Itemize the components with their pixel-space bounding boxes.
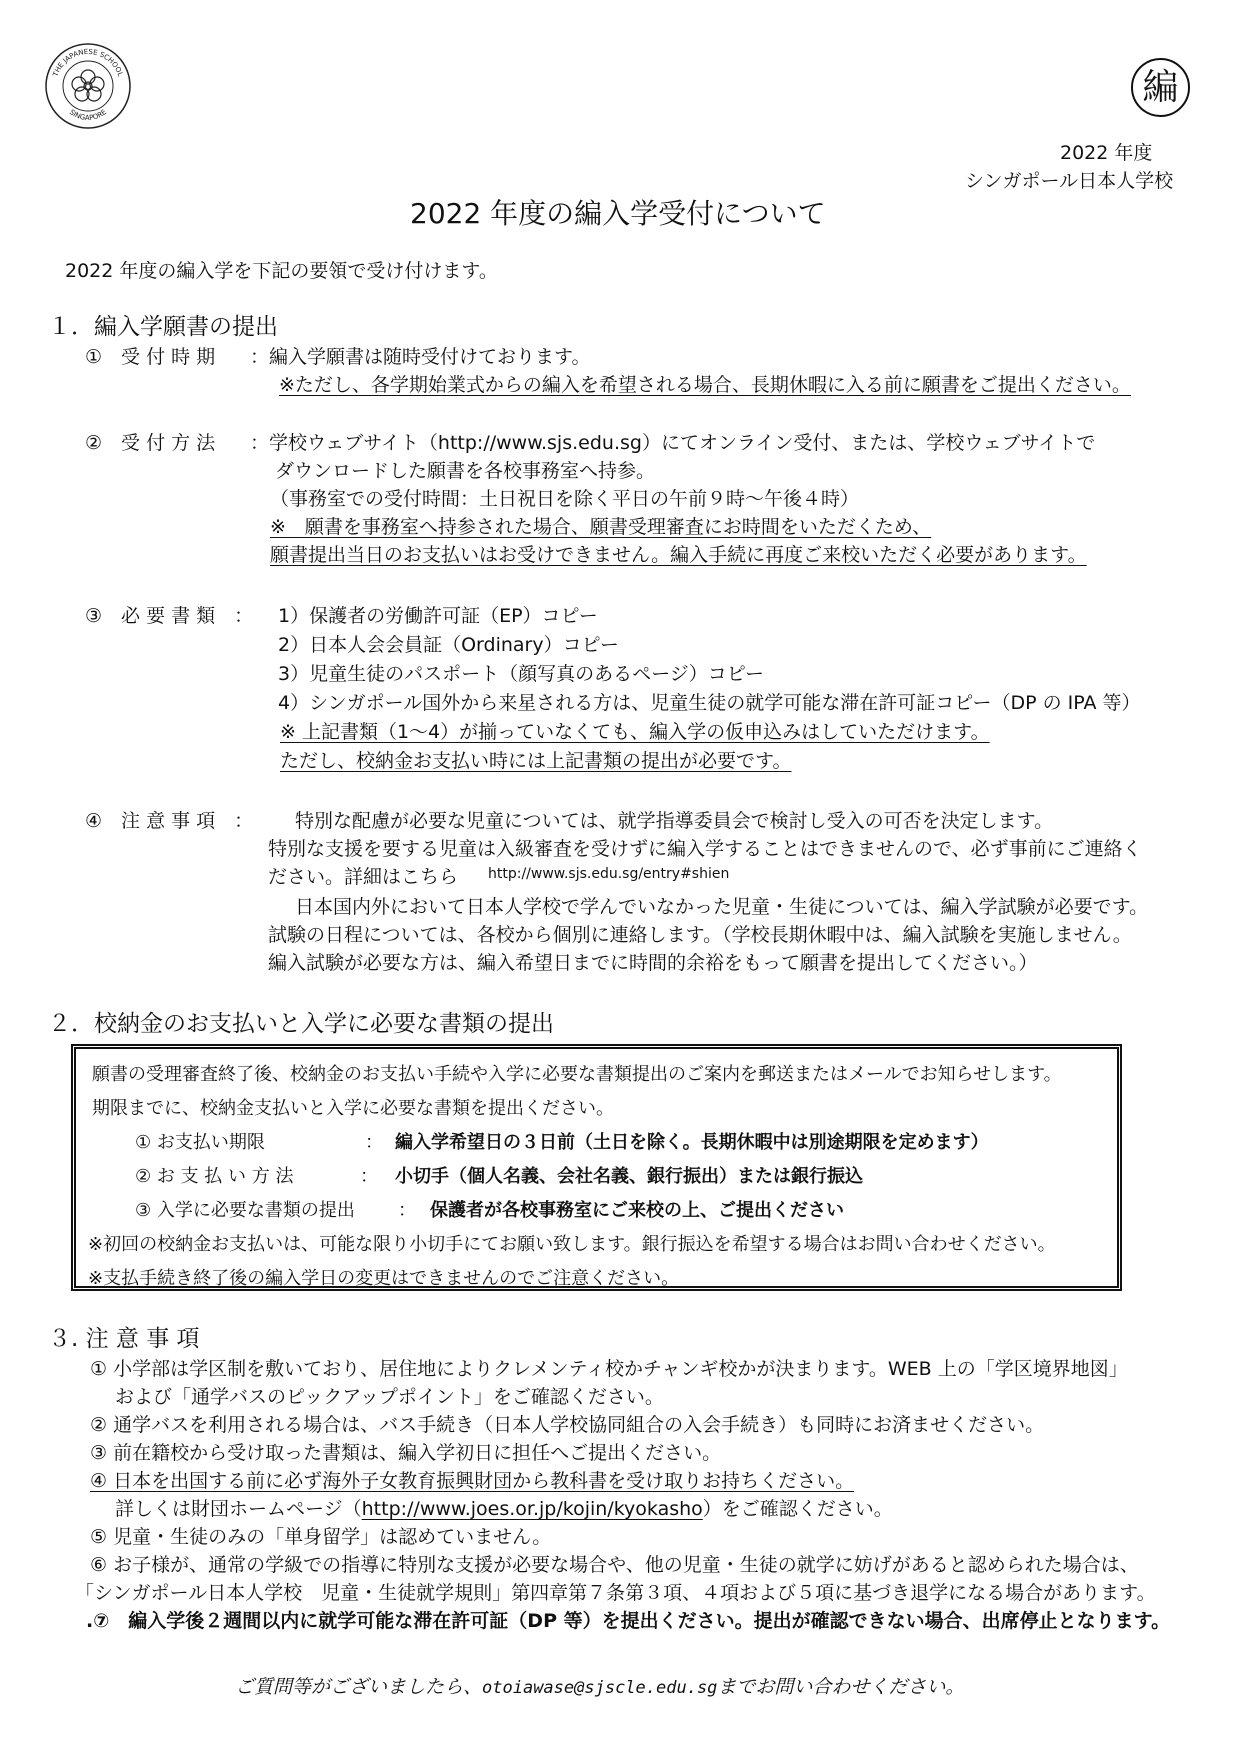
s1-item4-line5: 試験の日程については、各校から個別に連絡します。（学校長期休暇中は、編入試験を実施しません。 (268, 924, 1132, 946)
s2-row3-label: ③ 入学に必要な書類の提出 (135, 1200, 355, 1221)
s2-row2-colon: ： (360, 1166, 378, 1187)
header-school: シンガポール日本人学校 (965, 170, 1174, 192)
s3-point3: ③ 前在籍校から受け取った書類は、編入学初日に担任へご提出ください。 (90, 1442, 722, 1464)
s1-doc2: 2）日本人会会員証（Ordinary）コピー (278, 634, 619, 656)
s2-row3-value: 保護者が各校事務室にご来校の上、ご提出ください (430, 1200, 844, 1221)
s1-doc1: 1）保護者の労働許可証（EP）コピー (278, 605, 598, 627)
s1-doc4: 4）シンガポール国外から来星される方は、児童生徒の就学可能な滞在許可証コピー（DP の IPA 等） (278, 692, 1141, 714)
seal-stamp: 編 (1131, 58, 1190, 117)
s2-row1-colon: ： (365, 1132, 383, 1153)
s2-row2-value: 小切手（個人名義、会社名義、銀行振出）または銀行振込 (395, 1166, 863, 1187)
s1-item4-line3: ださい。詳細はこちら (268, 866, 459, 888)
flower-emblem-icon (72, 70, 104, 101)
s1-item3-note2: ただし、校納金お支払い時には上記書類の提出が必要です。 (280, 750, 792, 772)
s2-line2: 期限までに、校納金支払いと入学に必要な書類を提出ください。 (92, 1098, 614, 1119)
s3-point7: .⑦ 編入学後２週間以内に就学可能な滞在許可証（DP 等）を提出ください。提出が確認できない場合、出席停止となります。 (86, 1610, 1171, 1632)
s1-doc3: 3）児童生徒のパスポート（顔写真のあるページ）コピー (278, 663, 764, 685)
s1-item2-line2: ダウンロードした願書を各校事務室へ持参。 (275, 460, 656, 482)
s1-item2-note1: ※ 願書を事務室へ持参された場合、願書受理審査にお時間をいただくため、 (270, 516, 932, 538)
s2-row2-label: ② お 支 払 い 方 法 (135, 1166, 294, 1187)
s2-row3-colon: ： (398, 1200, 416, 1221)
s3-point5: ⑤ 児童・生徒のみの「単身留学」は認めていません。 (90, 1526, 552, 1548)
section3-heading: ３. 注 意 事 項 (48, 1326, 200, 1352)
s1-item3-note1: ※ 上記書類（1～4）が揃っていなくても、編入学の仮申込みはしていただけます。 (280, 721, 990, 743)
s1-item2-label: ② 受 付 方 法 (85, 432, 216, 454)
s3-point1a: ① 小学部は学区制を敷いており、居住地によりクレメンティ校かチャンギ校かが決まります。WEB 上の「学区境界地図」 (90, 1358, 1128, 1380)
s1-item4-line1: 特別な配慮が必要な児童については、就学指導委員会で検討し受入の可否を決定します。 (295, 810, 1054, 832)
s1-item1-label: ① 受 付 時 期 (85, 346, 216, 368)
contact-email-link[interactable]: otoiawase@sjscle.edu.sg (482, 1678, 718, 1698)
header-year: 2022 年度 (1060, 142, 1153, 164)
logo-bottom-text: SINGAPORE (67, 108, 109, 123)
s2-line1: 願書の受理審査終了後、校納金のお支払い手続や入学に必要な書類提出のご案内を郵送またはメールでお知らせします。 (92, 1064, 1062, 1085)
s3-point2: ② 通学バスを利用される場合は、バス手続き（日本人学校協同組合の入会手続き）も同時にお済ませください。 (90, 1414, 1045, 1436)
s2-note2: ※支払手続き終了後の編入学日の変更はできませんのでご注意ください。 (88, 1268, 680, 1289)
s3-point6b: 「シンガポール日本人学校 児童・生徒就学規則」第四章第７条第３項、４項および５項に基づき退学になる場合があります。 (75, 1582, 1156, 1604)
s1-item2-line3: （事務室での受付時間：土日祝日を除く平日の午前９時～午後４時） (270, 488, 860, 510)
s1-item4-line6: 編入試験が必要な方は、編入希望日までに時間的余裕をもって願書を提出してください。） (268, 952, 1038, 974)
s2-row1-value: 編入学希望日の３日前（土日を除く。長期休暇中は別途期限を定めます） (395, 1132, 989, 1153)
section1-heading: １．編入学願書の提出 (48, 314, 278, 340)
s2-row1-label: ① お支払い期限 (135, 1132, 265, 1153)
page-title: 2022 年度の編入学受付について (410, 197, 826, 230)
s1-item3-label: ③ 必 要 書 類 ： (85, 605, 254, 627)
s2-note1: ※初回の校納金お支払いは、可能な限り小切手にてお願い致します。銀行振込を希望する場合はお問い合わせください。 (88, 1234, 1056, 1255)
s1-item4-label: ④ 注 意 事 項 ： (85, 810, 254, 832)
footer-contact: ご質問等がございましたら、otoiawase@sjscle.edu.sgまでお問い合わせください。 (235, 1676, 965, 1698)
s1-item1-note: ※ただし、各学期始業式からの編入を希望される場合、長期休暇に入る前に願書をご提出ください。 (279, 374, 1131, 396)
s1-item1-text: ：編入学願書は随時受付けております。 (250, 346, 591, 368)
intro-text: 2022 年度の編入学を下記の要領で受け付けます。 (65, 260, 498, 282)
shien-link[interactable]: http://www.sjs.edu.sg/entry#shien (488, 866, 730, 882)
s3-point1b: および「通学バスのピックアップポイント」をご確認ください。 (115, 1386, 664, 1408)
logo-top-text: THE JAPANESE SCHOOL (51, 47, 125, 78)
s1-item2-note2: 願書提出当日のお支払いはお受けできません。編入手続に再度ご来校いただく必要があります。 (270, 544, 1087, 566)
s3-point4a: ④ 日本を出国する前に必ず海外子女教育振興財団から教科書を受け取りお持ちください。 (90, 1470, 855, 1492)
s1-item4-line4: 日本国内外において日本人学校で学んでいなかった児童・生徒については、編入学試験が必要です。 (295, 896, 1149, 918)
section2-heading: ２．校納金のお支払いと入学に必要な書類の提出 (48, 1011, 554, 1037)
school-logo (44, 42, 132, 130)
joes-link[interactable]: http://www.joes.or.jp/kojin/kyokasho (361, 1498, 703, 1520)
s3-point6a: ⑥ お子様が、通常の学級での指導に特別な支援が必要な場合や、他の児童・生徒の就学に妨げがあると認められた場合は、 (90, 1554, 1139, 1576)
s3-point4b: 詳しくは財団ホームページ（http://www.joes.or.jp/kojin/kyokasho）をご確認ください。 (115, 1498, 893, 1520)
s1-item4-line2: 特別な支援を要する児童は入級審査を受けずに編入学することはできませんので、必ず事前にご連絡く (268, 838, 1142, 860)
s1-item2-line1: ：学校ウェブサイト（http://www.sjs.edu.sg）にてオンライン受付、または、学校ウェブサイトで (250, 432, 1096, 454)
